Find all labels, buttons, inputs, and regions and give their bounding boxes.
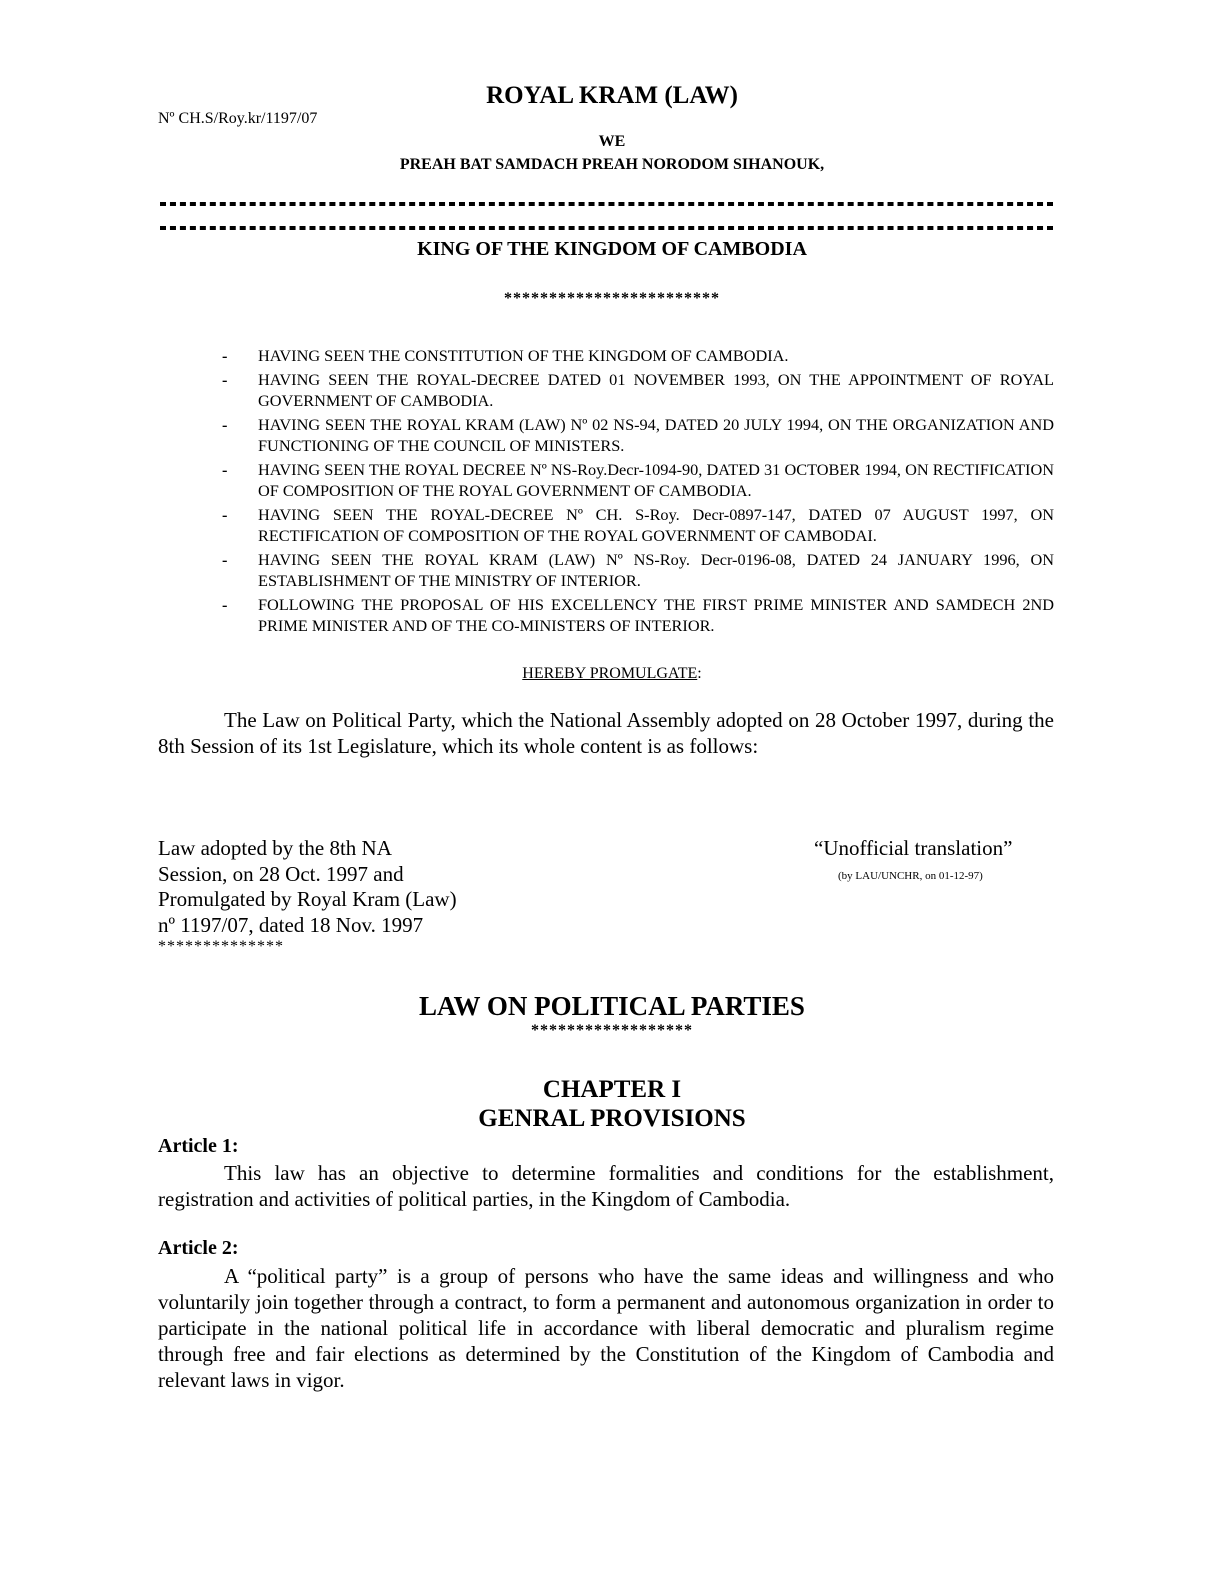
preamble-item [222,459,1054,501]
bullet-dash: - [222,415,228,434]
intro-paragraph: The Law on Political Party, which the National Assembly adopted on 28 October 1997, during the 8th Session of its 1st Legislature, which its whole content is as follows: [158,708,1054,758]
promulgate-suffix: : [697,665,702,682]
document-title: ROYAL KRAM (LAW) [486,82,738,109]
sovereign-name: PREAH BAT SAMDACH PREAH NORODOM SIHANOUK, [399,156,825,173]
adoption-line: Promulgated by Royal Kram (Law) [158,887,457,911]
we-line: WE [598,133,626,150]
adoption-line: Law adopted by the 8th NA [158,836,392,860]
preamble-item [222,369,1054,411]
preamble-text: FOLLOWING THE PROPOSAL OF HIS EXCELLENCY THE FIRST PRIME MINISTER AND SAMDECH 2ND PRIME MINISTER AND OF THE CO-MINISTERS OF INTERIOR. [258,595,1054,635]
adoption-line: nº 1197/07, dated 18 Nov. 1997 [158,912,424,937]
preamble-text: HAVING SEEN THE ROYAL-DECREE DATED 01 NOVEMBER 1993, ON THE APPOINTMENT OF ROYAL GOVERNMENT OF CAMBODIA. [258,370,1054,410]
article-heading: Article 1: [158,1135,239,1157]
preamble-item [222,414,1054,456]
preamble-item [222,594,1054,636]
chapter-title: GENRAL PROVISIONS [478,1105,746,1132]
law-title: LAW ON POLITICAL PARTIES [419,991,805,1021]
dashed-divider [160,202,1053,206]
adoption-line: Session, on 28 Oct. 1997 and [158,861,404,886]
chapter-number: CHAPTER I [542,1076,682,1103]
bullet-dash: - [222,595,228,614]
preamble-list [222,345,1054,639]
article-text: This law has an objective to determine formalities and conditions for the establishment, registration and activities of political parties, in the Kingdom of Cambodia. [158,1161,1054,1211]
adoption-stars: ************** [158,938,284,955]
reference-number: Nº CH.S/Roy.kr/1197/07 [158,110,318,127]
preamble-text: HAVING SEEN THE ROYAL KRAM (LAW) Nº NS-Roy. Decr-0196-08, DATED 24 JANUARY 1996, ON ESTABLISHMENT OF THE MINISTRY OF INTERIOR. [258,550,1054,590]
preamble-item [222,345,1054,366]
article-heading: Article 2: [158,1237,239,1259]
preamble-text: HAVING SEEN THE ROYAL KRAM (LAW) Nº 02 NS-94, DATED 20 JULY 1994, ON THE ORGANIZATION AND FUNCTIONING OF THE COUNCIL OF MINISTERS. [258,415,1054,455]
star-separator: ************************ [504,290,720,307]
promulgate-label: HEREBY PROMULGATE [522,665,698,682]
preamble-item [222,504,1054,546]
article-text: A “political party” is a group of persons who have the same ideas and willingness and who voluntarily join together through a contract, to form a permanent and autonomous organization in order to participate in the national political life in accordance with liberal democratic and pluralism regime through free and fair elections as determined by the Constitution of the Kingdom of Cambodia and relevant laws in vigor. [158,1264,1054,1392]
translation-label: “Unofficial translation” [814,836,1013,860]
promulgation-line [0,665,1224,683]
bullet-dash: - [222,505,228,524]
star-separator: ****************** [531,1022,693,1039]
preamble-text: HAVING SEEN THE CONSTITUTION OF THE KINGDOM OF CAMBODIA. [258,346,789,365]
bullet-dash: - [222,550,228,569]
translation-credit: (by LAU/UNCHR, on 01-12-97) [838,870,983,882]
bullet-dash: - [222,370,228,389]
dashed-divider [160,226,1053,230]
bullet-dash: - [222,346,228,365]
bullet-dash: - [222,460,228,479]
preamble-text: HAVING SEEN THE ROYAL DECREE Nº NS-Roy.Decr-1094-90, DATED 31 OCTOBER 1994, ON RECTIFICATION OF COMPOSITION OF THE ROYAL GOVERNMENT OF CAMBODIA. [258,460,1054,500]
preamble-item [222,549,1054,591]
adoption-note [158,836,457,956]
preamble-text: HAVING SEEN THE ROYAL-DECREE Nº CH. S-Roy. Decr-0897-147, DATED 07 AUGUST 1997, ON RECTIFICATION OF COMPOSITION OF THE ROYAL GOVERNMENT OF CAMBODAI. [258,505,1054,545]
king-title: KING OF THE KINGDOM OF CAMBODIA [417,238,807,260]
